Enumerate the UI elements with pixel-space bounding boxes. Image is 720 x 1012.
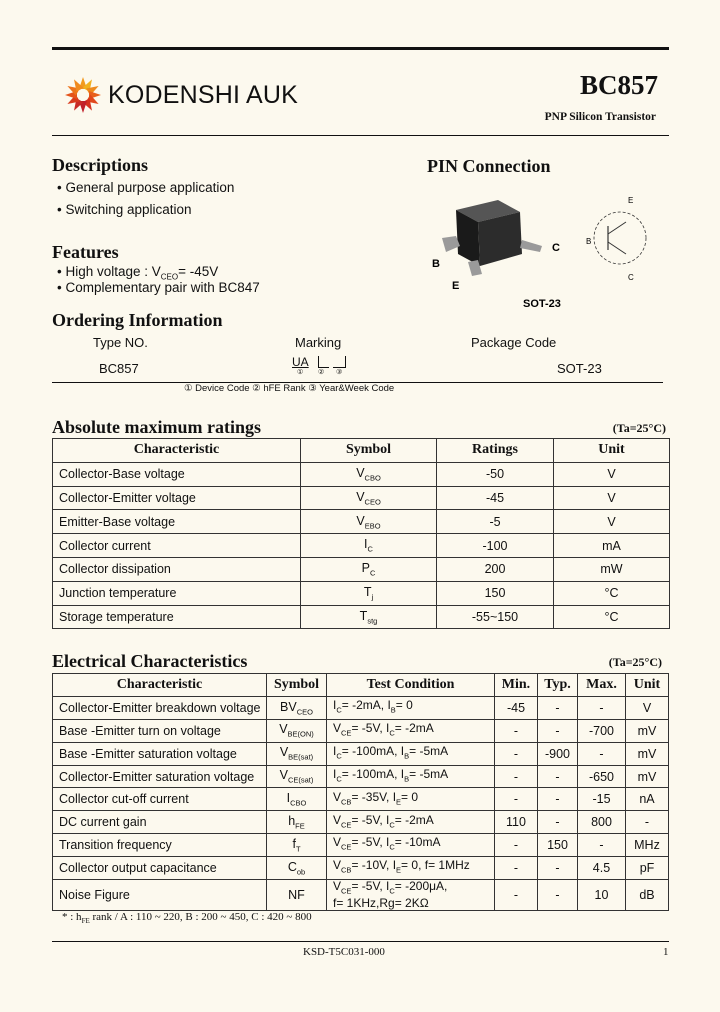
cell-symbol: NF — [267, 880, 327, 911]
elec-char-table — [52, 673, 669, 911]
cell-symbol: $T_j$ — [301, 581, 437, 605]
cell-test-condition: $V_{CB}= -35V$, $I_E= 0$ — [327, 788, 495, 811]
ordering-note: ① Device Code ② hFE Rank ③ Year&Week Code — [184, 383, 395, 394]
cell-test-condition: $I_C= -100mA$, $I_B= -5mA$ — [327, 765, 495, 788]
cell-typ: -900 — [538, 742, 578, 765]
pin-label-c: C — [552, 242, 560, 254]
cell-characteristic: DC current gain — [53, 811, 267, 834]
cell-max: 10 — [578, 880, 626, 911]
cell-test-condition: $V_{CE}= -5V$, $I_C= -10mA$ — [327, 834, 495, 857]
cell-test-condition: $I_C= -2mA$, $I_B= 0$ — [327, 696, 495, 719]
cell-typ: - — [538, 696, 578, 719]
cell-characteristic: Collector output capacitance — [53, 857, 267, 880]
col-header-max: Max. — [578, 674, 626, 697]
cell-max: 4.5 — [578, 857, 626, 880]
col-header-symbol: Symbol — [267, 674, 327, 697]
footnote-prefix: * : h — [62, 911, 82, 923]
cell-min: - — [495, 719, 538, 742]
cell-symbol: $V_{BE(sat)}$ — [267, 742, 327, 765]
elec-condition: (Ta=25°C) — [608, 655, 662, 669]
table-row — [53, 880, 669, 911]
table-row — [53, 857, 669, 880]
table-row — [53, 534, 670, 558]
ordering-type-value: BC857 — [99, 361, 139, 376]
marking-box-yearweek — [333, 356, 346, 368]
ordering-heading: Ordering Information — [52, 310, 223, 330]
cell-unit: °C — [554, 605, 670, 629]
cell-min: - — [495, 765, 538, 788]
cell-typ: - — [538, 765, 578, 788]
abs-max-heading: Absolute maximum ratings — [52, 417, 262, 437]
elec-heading: Electrical Characteristics — [52, 651, 248, 671]
cell-max: -15 — [578, 788, 626, 811]
cell-rating: -50 — [437, 462, 554, 486]
table-row — [53, 557, 670, 581]
cell-characteristic: Collector-Emitter saturation voltage — [53, 765, 267, 788]
sot23-package-diagram — [428, 190, 668, 308]
company-name: KODENSHI AUK — [108, 80, 298, 109]
cell-unit: - — [626, 811, 669, 834]
cell-symbol: $V_{CBO}$ — [301, 462, 437, 486]
table-row — [53, 811, 669, 834]
pin-label-e: E — [452, 280, 460, 292]
part-subtitle: PNP Silicon Transistor — [544, 111, 656, 123]
cell-symbol: $I_C$ — [301, 534, 437, 558]
table-row — [53, 765, 669, 788]
table-row — [53, 510, 670, 534]
cell-symbol: $T_{stg}$ — [301, 605, 437, 629]
cell-rating: -55~150 — [437, 605, 554, 629]
col-header-test-condition: Test Condition — [327, 674, 495, 697]
cell-typ: - — [538, 811, 578, 834]
document-number: KSD-T5C031-000 — [303, 946, 385, 958]
marking-index-2: ② — [318, 369, 325, 376]
cell-unit: pF — [626, 857, 669, 880]
table-row — [53, 719, 669, 742]
table-row — [53, 834, 669, 857]
cell-symbol: $f_T$ — [267, 834, 327, 857]
feature-voltage-subscript: CEO — [160, 272, 179, 282]
cell-unit: mA — [554, 534, 670, 558]
cell-characteristic: Collector cut-off current — [53, 788, 267, 811]
cell-typ: - — [538, 857, 578, 880]
table-row — [53, 742, 669, 765]
cell-unit: dB — [626, 880, 669, 911]
cell-symbol: $C_{ob}$ — [267, 857, 327, 880]
cell-characteristic: Transition frequency — [53, 834, 267, 857]
pin-label-b: B — [432, 258, 440, 270]
cell-max: - — [578, 834, 626, 857]
cell-unit: V — [554, 486, 670, 510]
table-row — [53, 462, 670, 486]
cell-test-condition: $I_C= -100mA$, $I_B= -5mA$ — [327, 742, 495, 765]
cell-unit: V — [554, 510, 670, 534]
package-body — [442, 200, 542, 276]
page-number: 1 — [663, 946, 669, 958]
cell-characteristic: Collector-Base voltage — [53, 462, 301, 486]
ordering-header-package: Package Code — [471, 335, 557, 350]
cell-typ: - — [538, 719, 578, 742]
cell-symbol: $V_{CE(sat)}$ — [267, 765, 327, 788]
descriptions-heading: Descriptions — [52, 155, 148, 175]
col-header-min: Min. — [495, 674, 538, 697]
symbol-label-e: E — [628, 196, 634, 205]
col-header-unit: Unit — [626, 674, 669, 697]
table-row — [53, 581, 670, 605]
cell-unit: mW — [554, 557, 670, 581]
table-header-row — [53, 439, 670, 463]
cell-min: -45 — [495, 696, 538, 719]
table-header-row — [53, 674, 669, 697]
feature-voltage-value: = -45V — [178, 264, 219, 279]
hfe-rank-footnote — [62, 911, 312, 925]
marking-box-rank — [318, 356, 329, 368]
feature-voltage-label: • High voltage : V — [57, 264, 161, 279]
cell-rating: -100 — [437, 534, 554, 558]
ordering-package-value: SOT-23 — [557, 361, 602, 376]
cell-rating: -45 — [437, 486, 554, 510]
feature-item: • Complementary pair with BC847 — [57, 280, 260, 295]
cell-characteristic: Collector dissipation — [53, 557, 301, 581]
table-row — [53, 788, 669, 811]
cell-max: - — [578, 696, 626, 719]
cell-unit: mV — [626, 742, 669, 765]
col-header-unit: Unit — [554, 439, 670, 463]
cell-typ: - — [538, 880, 578, 911]
cell-characteristic: Emitter-Base voltage — [53, 510, 301, 534]
ordering-header-marking: Marking — [295, 335, 342, 350]
cell-unit: °C — [554, 581, 670, 605]
col-header-typ: Typ. — [538, 674, 578, 697]
cell-unit: mV — [626, 719, 669, 742]
cell-symbol: $P_C$ — [301, 557, 437, 581]
table-row — [53, 486, 670, 510]
cell-symbol: $I_{CBO}$ — [267, 788, 327, 811]
cell-min: - — [495, 742, 538, 765]
cell-rating: 200 — [437, 557, 554, 581]
cell-characteristic: Collector-Emitter breakdown voltage — [53, 696, 267, 719]
cell-rating: -5 — [437, 510, 554, 534]
cell-unit: V — [554, 462, 670, 486]
cell-unit: V — [626, 696, 669, 719]
kodenshi-sun-icon — [64, 76, 102, 114]
cell-characteristic: Storage temperature — [53, 605, 301, 629]
cell-unit: mV — [626, 765, 669, 788]
symbol-label-b: B — [586, 237, 592, 246]
col-header-characteristic: Characteristic — [53, 674, 267, 697]
package-name: SOT-23 — [523, 298, 561, 308]
cell-max: 800 — [578, 811, 626, 834]
cell-unit: nA — [626, 788, 669, 811]
footnote-subscript: FE — [81, 917, 90, 926]
cell-test-condition: $V_{CB}= -10V$, $I_E= 0$, f= 1MHz — [327, 857, 495, 880]
cell-min: - — [495, 834, 538, 857]
pin-heading: PIN Connection — [427, 156, 551, 176]
description-item: • Switching application — [57, 202, 192, 217]
cell-symbol: $BV_{CEO}$ — [267, 696, 327, 719]
features-heading: Features — [52, 242, 119, 262]
cell-symbol: $V_{CEO}$ — [301, 486, 437, 510]
col-header-ratings: Ratings — [437, 439, 554, 463]
col-header-characteristic: Characteristic — [53, 439, 301, 463]
cell-characteristic: Collector current — [53, 534, 301, 558]
cell-characteristic: Base -Emitter turn on voltage — [53, 719, 267, 742]
cell-test-condition: $V_{CE}= -5V$, $I_C= -200\mu A$, f= 1KHz,Rg= 2KΩ — [327, 880, 495, 911]
transistor-symbol — [586, 196, 646, 282]
cell-max: -700 — [578, 719, 626, 742]
cell-min: - — [495, 788, 538, 811]
cell-rating: 150 — [437, 581, 554, 605]
col-header-symbol: Symbol — [301, 439, 437, 463]
cell-symbol: $h_{FE}$ — [267, 811, 327, 834]
table-row — [53, 605, 670, 629]
cell-typ: - — [538, 788, 578, 811]
cell-max: - — [578, 742, 626, 765]
marking-index-3: ③ — [336, 369, 343, 376]
cell-unit: MHz — [626, 834, 669, 857]
cell-test-condition: $V_{CE}= -5V$, $I_C= -2mA$ — [327, 719, 495, 742]
cell-min: - — [495, 880, 538, 911]
cell-min: 110 — [495, 811, 538, 834]
cell-test-condition: $V_{CE}= -5V$, $I_C= -2mA$ — [327, 811, 495, 834]
footnote-text: rank / A : 110 ~ 220, B : 200 ~ 450, C : 420 ~ 800 — [89, 911, 312, 923]
symbol-label-c: C — [628, 273, 634, 282]
cell-characteristic: Noise Figure — [53, 880, 267, 911]
cell-characteristic: Collector-Emitter voltage — [53, 486, 301, 510]
marking-index-1: ① — [297, 369, 304, 376]
part-number: BC857 — [579, 70, 658, 100]
footer-rule — [52, 941, 669, 942]
table-row — [53, 696, 669, 719]
cell-typ: 150 — [538, 834, 578, 857]
company-logo — [64, 76, 298, 114]
cell-characteristic: Base -Emitter saturation voltage — [53, 742, 267, 765]
cell-characteristic: Junction temperature — [53, 581, 301, 605]
ordering-marking-code: UA — [292, 355, 309, 369]
abs-max-table — [52, 438, 670, 629]
cell-max: -650 — [578, 765, 626, 788]
ordering-header-type: Type NO. — [93, 335, 148, 350]
cell-min: - — [495, 857, 538, 880]
abs-max-condition: (Ta=25°C) — [612, 421, 666, 435]
header-rule — [52, 135, 669, 136]
cell-symbol: $V_{BE(ON)}$ — [267, 719, 327, 742]
top-rule — [52, 47, 669, 50]
description-item: • General purpose application — [57, 180, 235, 195]
cell-symbol: $V_{EBO}$ — [301, 510, 437, 534]
